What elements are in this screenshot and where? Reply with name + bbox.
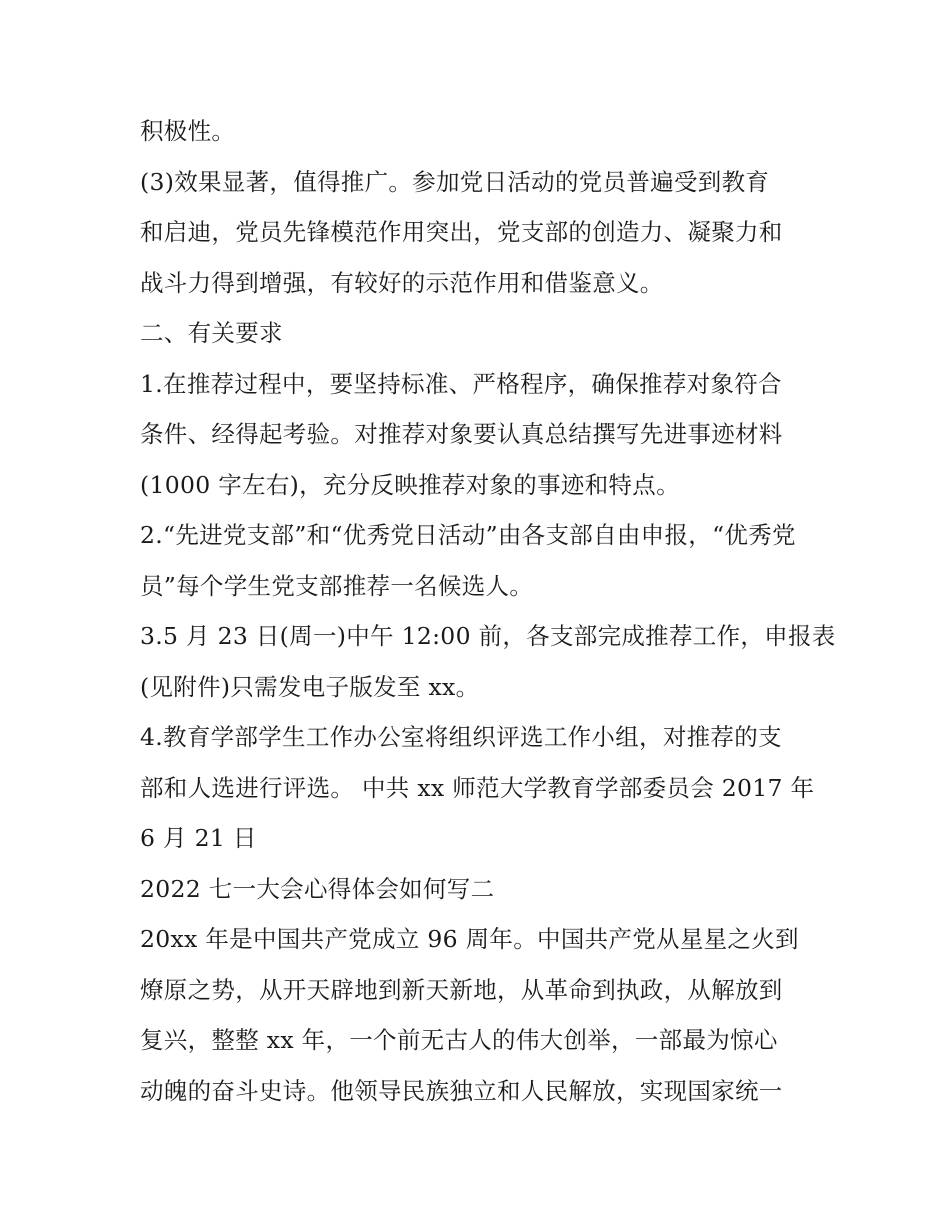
- text-line: 1.在推荐过程中，要坚持标准、严格程序，确保推荐对象符合: [140, 369, 782, 398]
- text-line: (1000 字左右)，充分反映推荐对象的事迹和特点。: [140, 470, 680, 499]
- text-line: 员”每个学生党支部推荐一名候选人。: [140, 571, 534, 600]
- text-line: 和启迪，党员先锋模范作用突出，党支部的创造力、凝聚力和: [140, 218, 783, 246]
- text-line: 3.5 月 23 日(周一)中午 12:00 前，各支部完成推荐工作，申报表: [140, 622, 836, 650]
- text-line: 4.教育学部学生工作办公室将组织评选工作小组，对推荐的支: [140, 723, 782, 751]
- text-line: 战斗力得到增强，有较好的示范作用和借鉴意义。: [140, 268, 664, 297]
- text-line: 20xx 年是中国共产党成立 96 周年。中国共产党从星星之火到: [140, 925, 799, 953]
- section-heading: 2022 七一大会心得体会如何写二: [140, 874, 495, 903]
- text-line: (3)效果显著，值得推广。参加党日活动的党员普遍受到教育: [140, 167, 770, 196]
- text-line: 积极性。: [140, 117, 236, 145]
- text-line: 复兴，整整 xx 年，一个前无古人的伟大创举，一部最为惊心: [140, 1026, 778, 1054]
- section-heading: 二、有关要求: [140, 319, 283, 347]
- text-line: 动魄的奋斗史诗。他领导民族独立和人民解放，实现国家统一: [140, 1076, 783, 1105]
- text-line: 2.“先进党支部”和“优秀党日活动”由各支部自由申报，“优秀党: [140, 521, 796, 549]
- text-line: 燎原之势，从开天辟地到新天新地，从革命到执政，从解放到: [140, 975, 783, 1004]
- text-line: (见附件)只需发电子版发至 xx。: [140, 672, 480, 701]
- document-body: [140, 106, 836, 1116]
- text-line: 条件、经得起考验。对推荐对象要认真总结撰写先进事迹材料: [140, 420, 783, 448]
- text-line: 部和人选进行评选。 中共 xx 师范大学教育学部委员会 2017 年: [140, 773, 815, 802]
- text-line: 6 月 21 日: [140, 824, 257, 852]
